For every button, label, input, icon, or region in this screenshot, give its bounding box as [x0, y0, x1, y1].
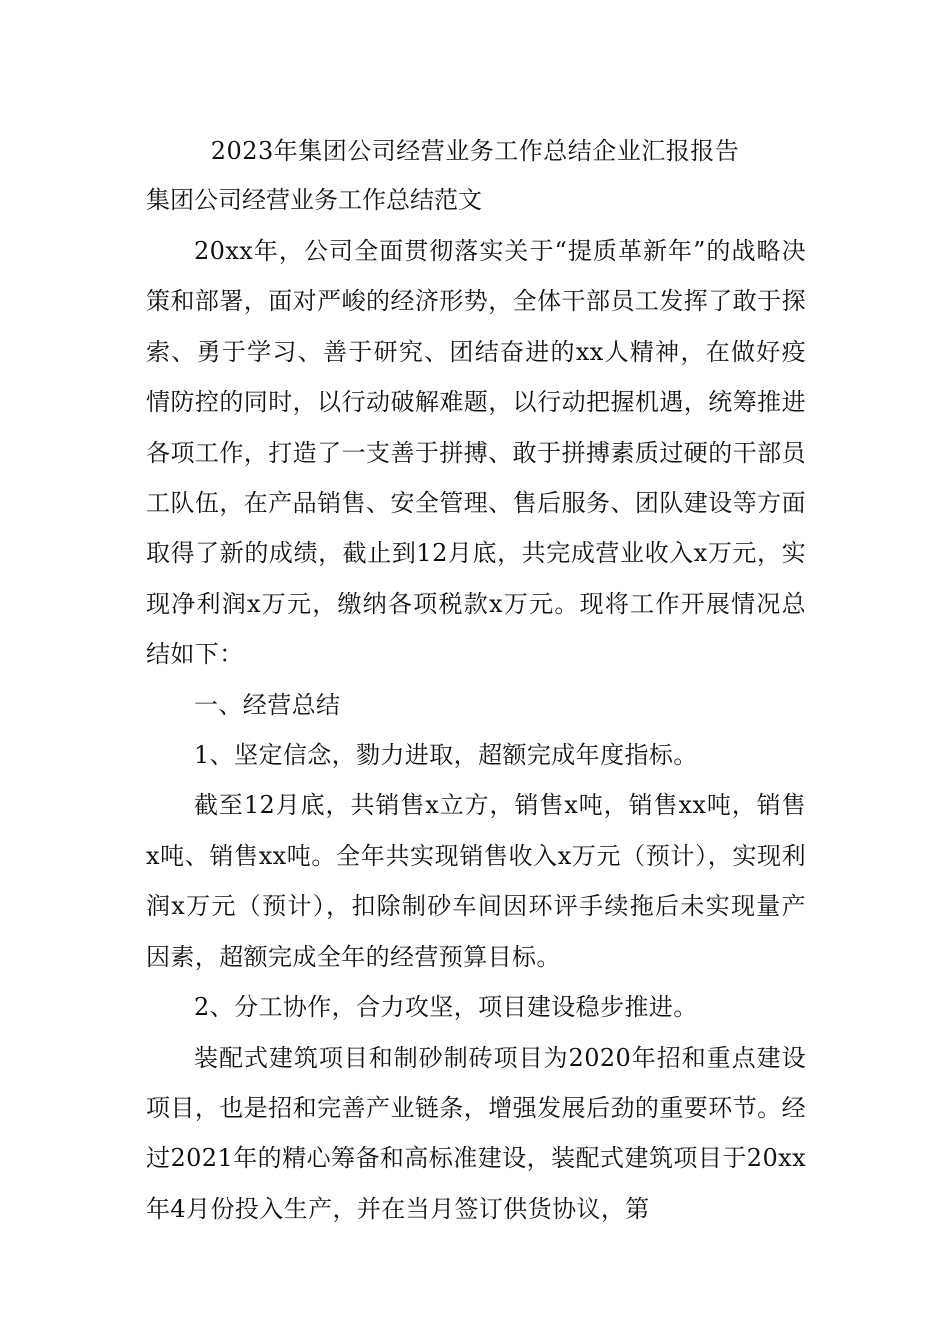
document-title: 2023年集团公司经营业务工作总结企业汇报报告 [210, 137, 740, 165]
paragraph-projects: 装配式建筑项目和制砂制砖项目为2020年招和重点建设项目，也是招和完善产业链条，增强发展后劲的重要环节。经过2021年的精心筹备和高标准建设，装配式建筑项目于20xx年4月份投入生产，并在当月签订供货协议，第 [146, 1043, 806, 1223]
subsection-heading-1: 1、坚定信念，勠力进取，超额完成年度指标。 [194, 741, 698, 770]
paragraph-intro: 20xx年，公司全面贯彻落实关于“提质革新年”的战略决策和部署，面对严峻的经济形势，全体干部员工发挥了敢于探索、勇于学习、善于研究、团结奋进的xx人精神，在做好疫情防控的同时，以行动破解难题，以行动把握机遇，统筹推进各项工作，打造了一支善于拼搏、敢于拼搏素质过硬的干部员工队伍，在产品销售、安全管理、售后服务、团队建设等方面取得了新的成绩，截止到12月底，共完成营业收入x万元，实现净利润x万元，缴纳各项税款x万元。现将工作开展情况总结如下： [146, 237, 806, 669]
subsection-heading-2: 2、分工协作，合力攻坚，项目建设稳步推进。 [194, 993, 698, 1022]
paragraph-sales: 截至12月底，共销售x立方，销售x吨，销售xx吨，销售x吨、销售xx吨。全年共实现销售收入x万元（预计），实现利润x万元（预计），扣除制砂车间因环评手续拖后未实现量产因素，超额完成全年的经营预算目标。 [146, 791, 806, 971]
section-heading-business-summary: 一、经营总结 [194, 690, 341, 719]
document-subtitle: 集团公司经营业务工作总结范文 [146, 186, 482, 214]
document-body [146, 226, 806, 1234]
